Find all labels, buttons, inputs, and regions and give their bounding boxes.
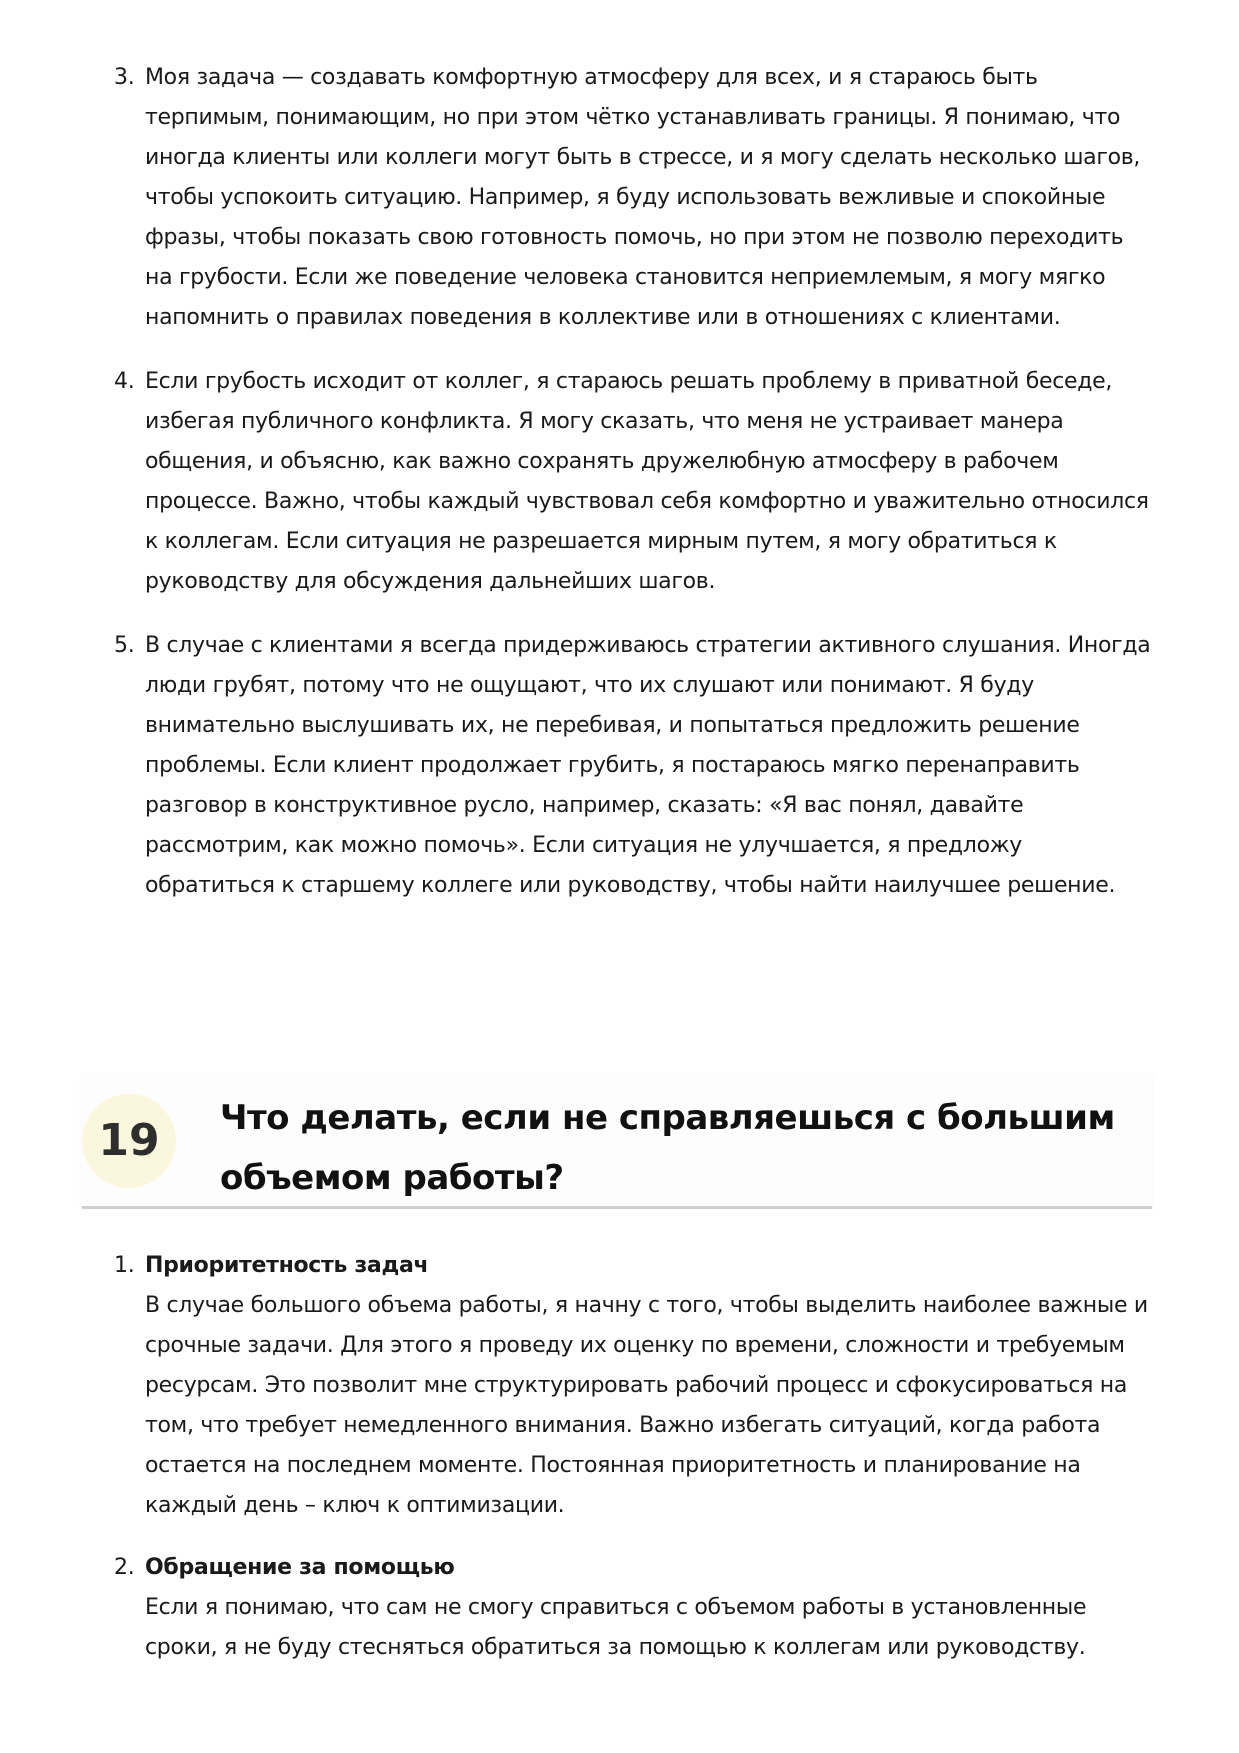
list-item	[0, 1246, 1155, 1526]
list-item-text: В случае с клиентами я всегда придерживаюсь стратегии активного слушания. Иногда люди грубят, потому что не ощущают, что их слушают или понимают. Я буду внимательно выслушивать их, не перебивая, и попытаться предложить решение проблемы. Если клиент продолжает грубить, я постараюсь мягко перенаправить разговор в конструктивное русло, например, сказать: «Я вас понял, давайте рассмотрим, как можно помочь». Если ситуация не улучшается, я предложу обратиться к старшему коллеге или руководству, чтобы найти наилучшее решение.	[145, 633, 1151, 898]
list-item	[0, 626, 1155, 906]
list-number: 1.	[114, 1253, 135, 1278]
list-number: 5.	[114, 633, 135, 658]
list-item-text: Если грубость исходит от коллег, я стараюсь решать проблему в приватной беседе, избегая публичного конфликта. Я могу сказать, что меня не устраивает манера общения, и объясню, как важно сохранять дружелюбную атмосферу в рабочем процессе. Важно, чтобы каждый чувствовал себя комфортно и уважительно относился к коллегам. Если ситуация не разрешается мирным путем, я могу обратиться к руководству для обсуждения дальнейших шагов.	[145, 369, 1149, 594]
numbered-list-top	[0, 58, 1239, 906]
section-header	[82, 1076, 1152, 1209]
list-item-text: В случае большого объема работы, я начну с того, чтобы выделить наиболее важные и срочные задачи. Для этого я проведу их оценку по времени, сложности и требуемым ресурсам. Это позволит мне структурировать рабочий процесс и сфокусироваться на том, что требует немедленного внимания. Важно избегать ситуаций, когда работа остается на последнем моменте. Постоянная приоритетность и планирование на каждый день – ключ к оптимизации.	[145, 1293, 1148, 1518]
list-item	[0, 362, 1155, 602]
list-item	[0, 1548, 1155, 1668]
section-number-badge: 19	[82, 1094, 176, 1188]
list-number: 4.	[114, 369, 135, 394]
list-item-heading: Обращение за помощью	[145, 1555, 455, 1580]
list-number: 2.	[114, 1555, 135, 1580]
list-item-text: Если я понимаю, что сам не смогу справиться с объемом работы в установленные сроки, я не буду стесняться обратиться за помощью к коллегам или руководству.	[145, 1595, 1087, 1660]
list-number: 3.	[114, 65, 135, 90]
list-item-heading: Приоритетность задач	[145, 1253, 429, 1278]
list-item-text: Моя задача — создавать комфортную атмосферу для всех, и я стараюсь быть терпимым, понимающим, но при этом чётко устанавливать границы. Я понимаю, что иногда клиенты или коллеги могут быть в стрессе, и я могу сделать несколько шагов, чтобы успокоить ситуацию. Например, я буду использовать вежливые и спокойные фразы, чтобы показать свою готовность помочь, но при этом не позволю переходить на грубости. Если же поведение человека становится неприемлемым, я могу мягко напомнить о правилах поведения в коллективе или в отношениях с клиентами.	[145, 65, 1141, 330]
section-title: Что делать, если не справляешься с большим объемом работы?	[220, 1098, 1115, 1198]
list-item	[0, 58, 1155, 338]
numbered-list-bottom	[0, 1246, 1239, 1668]
